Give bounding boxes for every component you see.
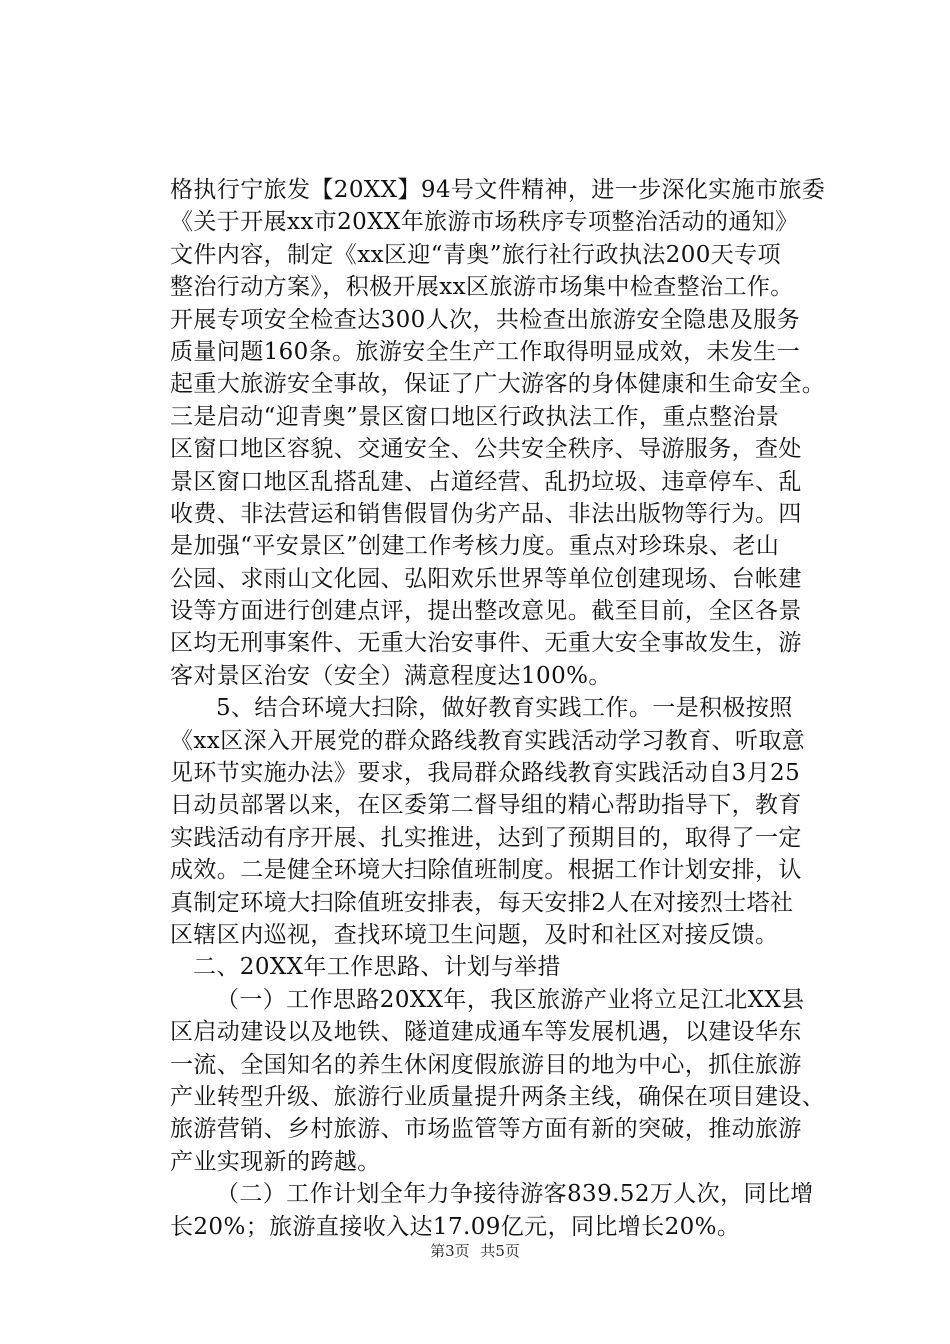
text-line: 整治行动方案》，积极开展xx区旅游市场集中检查整治工作。 bbox=[170, 274, 794, 301]
text-line: 景区窗口地区乱搭乱建、占道经营、乱扔垃圾、违章停车、乱 bbox=[170, 468, 802, 495]
text-line: 收费、非法营运和销售假冒伪劣产品、非法出版物等行为。四 bbox=[170, 500, 802, 527]
page-number: 第3页 bbox=[430, 1242, 470, 1260]
text-line: 区辖区内巡视，查找环境卫生问题，及时和社区对接反馈。 bbox=[170, 921, 779, 948]
text-line: 客对景区治安（安全）满意程度达100%。 bbox=[170, 662, 612, 689]
text-line: 旅游营销、乡村旅游、市场监管等方面有新的突破，推动旅游 bbox=[170, 1116, 802, 1143]
text-line: 区启动建设以及地铁、隧道建成通车等发展机遇，以建设华东 bbox=[170, 1019, 802, 1046]
text-line: 长20%；旅游直接收入达17.09亿元，同比增长20%。 bbox=[170, 1213, 741, 1240]
text-line: 《关于开展xx市20XX年旅游市场秩序专项整治活动的通知》 bbox=[170, 209, 799, 236]
text-line: 是加强“平安景区”创建工作考核力度。重点对珍珠泉、老山 bbox=[170, 533, 780, 560]
text-line: 真制定环境大扫除值班安排表，每天安排2人在对接烈士塔社 bbox=[170, 889, 794, 916]
text-line: 《xx区深入开展党的群众路线教育实践活动学习教育、听取意 bbox=[170, 727, 806, 754]
text-line: 开展专项安全检查达300人次，共检查出旅游安全隐患及服务 bbox=[170, 306, 801, 333]
text-line: 区窗口地区容貌、交通安全、公共安全秩序、导游服务，查处 bbox=[170, 436, 802, 463]
text-line: 产业转型升级、旅游行业质量提升两条主线，确保在项目建设、 bbox=[170, 1083, 826, 1110]
text-line: 质量问题160条。旅游安全生产工作取得明显成效，未发生一 bbox=[170, 338, 801, 365]
text-line: 成效。二是健全环境大扫除值班制度。根据工作计划安排，认 bbox=[170, 857, 802, 884]
document-body bbox=[170, 174, 870, 1243]
text-line: 5、结合环境大扫除，做好教育实践工作。一是积极按照 bbox=[216, 695, 793, 722]
text-line: 三是启动“迎青奥”景区窗口地区行政执法工作，重点整治景 bbox=[170, 403, 780, 430]
text-line: 设等方面进行创建点评，提出整改意见。截至目前，全区各景 bbox=[170, 598, 802, 625]
text-line: 起重大旅游安全事故，保证了广大游客的身体健康和生命安全。 bbox=[170, 371, 826, 398]
text-line: 见环节实施办法》要求，我局群众路线教育实践活动自3月25 bbox=[170, 760, 801, 787]
text-line: 文件内容，制定《xx区迎“青奥”旅行社行政执法200天专项 bbox=[170, 241, 781, 268]
page-footer bbox=[0, 1241, 950, 1261]
text-line: 一流、全国知名的养生休闲度假旅游目的地为中心，抓住旅游 bbox=[170, 1051, 802, 1078]
text-line: 产业实现新的跨越。 bbox=[170, 1148, 381, 1175]
page-total: 共5页 bbox=[480, 1242, 520, 1260]
text-line: 实践活动有序开展、扎实推进，达到了预期目的，取得了一定 bbox=[170, 824, 802, 851]
text-line: （一）工作思路20XX年，我区旅游产业将立足江北XX县 bbox=[216, 986, 805, 1013]
text-line: 二、20XX年工作思路、计划与举措 bbox=[193, 954, 561, 981]
text-line: 公园、求雨山文化园、弘阳欢乐世界等单位创建现场、台帐建 bbox=[170, 565, 802, 592]
text-line: （二）工作计划全年力争接待游客839.52万人次，同比增 bbox=[216, 1181, 814, 1208]
text-line: 日动员部署以来，在区委第二督导组的精心帮助指导下，教育 bbox=[170, 792, 802, 819]
text-line: 区均无刑事案件、无重大治安事件、无重大安全事故发生，游 bbox=[170, 630, 802, 657]
text-line: 格执行宁旅发【20XX】94号文件精神，进一步深化实施市旅委 bbox=[170, 177, 826, 203]
